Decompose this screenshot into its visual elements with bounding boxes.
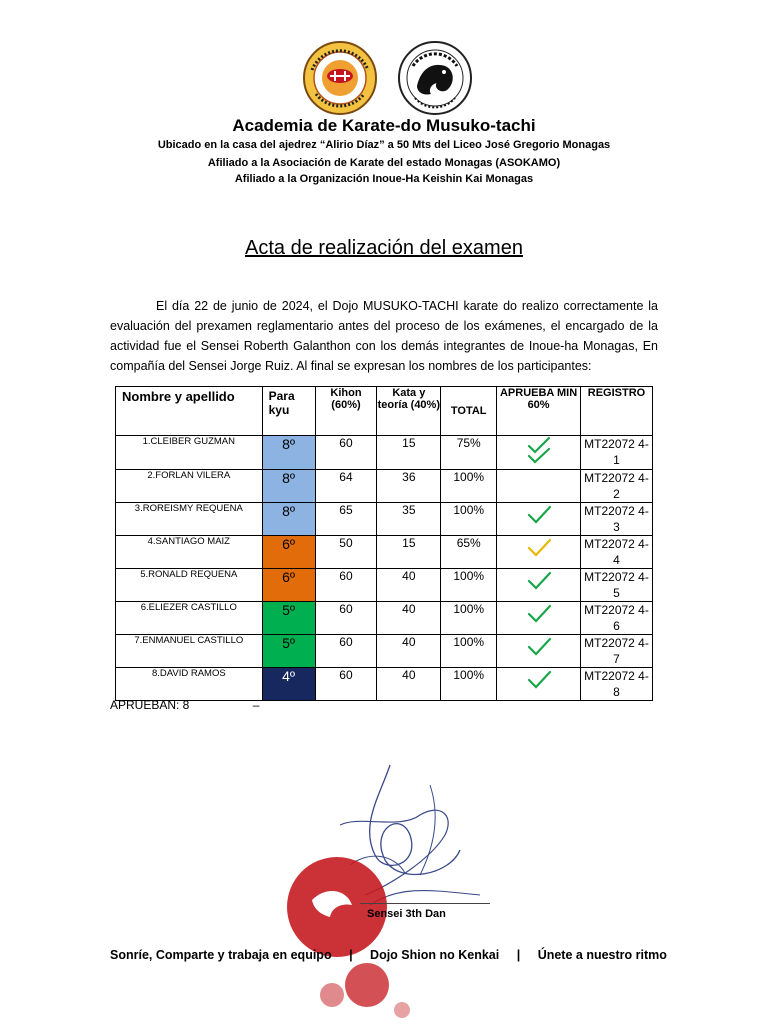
kihon-score: 50 [315, 536, 377, 569]
table-row [116, 602, 653, 635]
checkmark-icon [525, 635, 553, 659]
dojo-emblem-logo [302, 40, 378, 116]
kihon-score: 60 [315, 436, 377, 470]
approved-label: APRUEBAN: 8 [110, 698, 190, 712]
table-row [116, 569, 653, 602]
table-row [116, 503, 653, 536]
registro-code: MT22072 4-4 [581, 536, 653, 569]
approved-count [110, 698, 259, 712]
address-line: Ubicado en la casa del ajedrez “Alirio Díaz” a 50 Mts del Liceo José Gregorio Monagas [157, 139, 611, 151]
registro-code: MT22072 4-8 [581, 668, 653, 701]
footer-slogan-3: Únete a nuestro ritmo [537, 948, 667, 962]
signature-caption: Sensei 3th Dan [367, 908, 446, 920]
kihon-score: 60 [315, 668, 377, 701]
kata-score: 40 [377, 668, 441, 701]
header-registro: REGISTRO [581, 387, 653, 436]
checkmark-icon [525, 536, 553, 560]
table-row [116, 436, 653, 470]
student-name: 1.CLEIBER GUZMAN [116, 436, 263, 470]
approved-cell [497, 503, 581, 536]
header-total: TOTAL [441, 387, 497, 436]
approved-dash: – [252, 698, 260, 712]
kyu-level: 8º [262, 503, 315, 536]
approved-cell [497, 536, 581, 569]
kyu-level: 8º [262, 470, 315, 503]
footer-slogan-1: Sonríe, Comparte y trabaja en equipo [110, 948, 332, 962]
total-score: 100% [441, 503, 497, 536]
total-score: 100% [441, 668, 497, 701]
total-score: 100% [441, 569, 497, 602]
kata-score: 40 [377, 569, 441, 602]
signature-line [360, 903, 490, 904]
approved-cell [497, 668, 581, 701]
registro-code: MT22072 4-1 [581, 436, 653, 470]
kata-score: 35 [377, 503, 441, 536]
registro-code: MT22072 4-5 [581, 569, 653, 602]
dojo-seal-stamp [272, 845, 437, 1020]
document-title: Acta de realización del examen [245, 237, 523, 259]
affiliation-line-asokamo: Afiliado a la Asociación de Karate del estado Monagas (ASOKAMO) [207, 157, 561, 169]
registro-code: MT22072 4-3 [581, 503, 653, 536]
intro-paragraph: El día 22 de junio de 2024, el Dojo MUSUKO-TACHI karate do realizo correctamente la evaluación del prexamen reglamentario antes del proceso de los exámenes, el encargado de la actividad fue el Sensei Roberth Galanthon con los demás integrantes de Inoue-ha Monagas, En compañía del Sensei Jorge Ruiz. Al final se expresan los nombres de los participantes: [110, 299, 658, 373]
student-name: 7.ENMANUEL CASTILLO [116, 635, 263, 668]
karate-do-tiger-logo [397, 40, 473, 116]
total-score: 75% [441, 436, 497, 470]
kyu-level: 4º [262, 668, 315, 701]
approved-cell [497, 470, 581, 503]
kyu-level: 6º [262, 536, 315, 569]
registro-code: MT22072 4-6 [581, 602, 653, 635]
kihon-score: 60 [315, 602, 377, 635]
approved-cell [497, 602, 581, 635]
approved-cell [497, 635, 581, 668]
checkmark-icon [525, 602, 553, 626]
student-name: 3.ROREISMY REQUENA [116, 503, 263, 536]
exam-results-table [115, 386, 653, 701]
student-name: 6.ELIEZER CASTILLO [116, 602, 263, 635]
academy-title: Academia de Karate-do Musuko-tachi [232, 116, 536, 135]
student-name: 8.DAVID RAMOS [116, 668, 263, 701]
table-row [116, 668, 653, 701]
footer-slogan [110, 948, 667, 962]
kata-score: 40 [377, 602, 441, 635]
kihon-score: 64 [315, 470, 377, 503]
footer-separator: | [349, 948, 353, 962]
kyu-level: 5º [262, 602, 315, 635]
header-kyu: Para kyu [262, 387, 315, 436]
kihon-score: 60 [315, 569, 377, 602]
affiliation-line-inoue-ha: Afiliado a la Organización Inoue-Ha Keishin Kai Monagas [234, 173, 534, 185]
student-name: 5.RONALD REQUENA [116, 569, 263, 602]
registro-code: MT22072 4-2 [581, 470, 653, 503]
header-kata: Kata y teoría (40%) [377, 387, 441, 436]
approved-cell [497, 436, 581, 470]
footer-separator: | [516, 948, 521, 962]
approved-cell [497, 569, 581, 602]
table-header-row [116, 387, 653, 436]
registro-code: MT22072 4-7 [581, 635, 653, 668]
student-name: 4.SANTIAGO MAIZ [116, 536, 263, 569]
total-score: 65% [441, 536, 497, 569]
kata-score: 15 [377, 436, 441, 470]
kyu-level: 5º [262, 635, 315, 668]
table-row [116, 635, 653, 668]
kata-score: 15 [377, 536, 441, 569]
checkmark-icon [525, 503, 553, 527]
footer-slogan-2: Dojo Shion no Kenkai [370, 948, 500, 962]
table-row [116, 536, 653, 569]
checkmark-icon [525, 569, 553, 593]
total-score: 100% [441, 602, 497, 635]
table-row [116, 470, 653, 503]
checkmark-icon [525, 668, 553, 692]
kihon-score: 65 [315, 503, 377, 536]
kata-score: 40 [377, 635, 441, 668]
kata-score: 36 [377, 470, 441, 503]
total-score: 100% [441, 470, 497, 503]
kyu-level: 8º [262, 436, 315, 470]
total-score: 100% [441, 635, 497, 668]
kihon-score: 60 [315, 635, 377, 668]
header-kihon: Kihon (60%) [315, 387, 377, 436]
kyu-level: 6º [262, 569, 315, 602]
header-name: Nombre y apellido [116, 387, 263, 436]
checkmark-icon [524, 436, 554, 466]
header-approve: APRUEBA MIN 60% [497, 387, 581, 436]
student-name: 2.FORLAN VILERA [116, 470, 263, 503]
